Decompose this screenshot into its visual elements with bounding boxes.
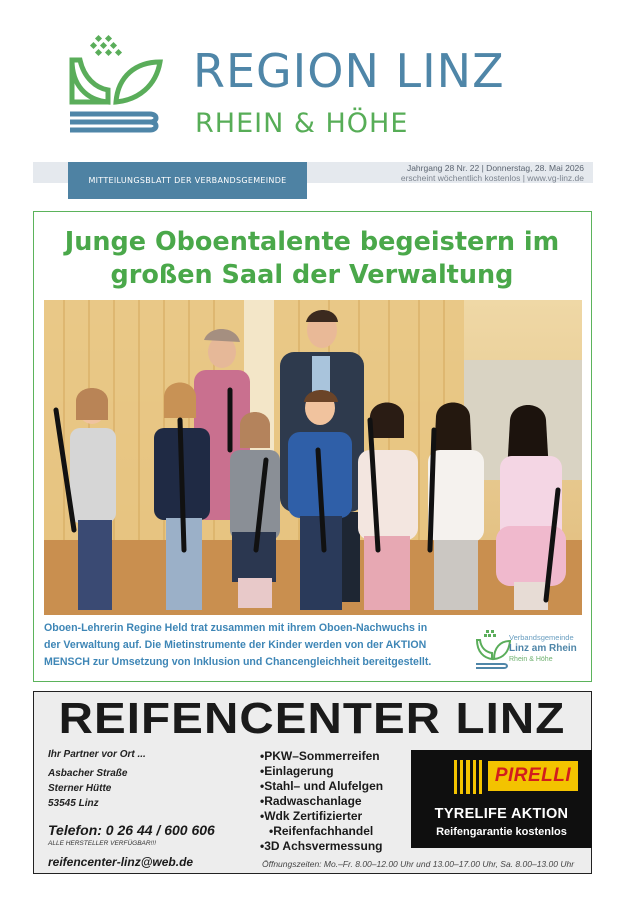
service-item-continuation — [260, 824, 383, 839]
promo-subtitle: Reifengarantie kostenlos — [436, 826, 567, 838]
service-continuation-text: Reifenfachhandel — [273, 824, 374, 838]
article-headline — [44, 226, 580, 292]
caption-line-1: Oboen-Lehrerin Regine Held trat zusammen mit ihrem Oboen-Nachwuchs in — [44, 622, 428, 634]
photo-caption — [44, 620, 454, 671]
ad-partner: Ihr Partner vor Ort ... — [48, 749, 146, 760]
headline-line-2: großen Saal der Verwaltung — [110, 260, 514, 290]
bulletin-label — [68, 162, 307, 199]
ad-contact — [48, 749, 146, 811]
region-linz-logo — [66, 30, 166, 140]
article-photo — [44, 300, 582, 615]
service-item: • Stahl– und Alufelgen — [260, 779, 383, 794]
headline-line-1: Junge Oboentalente begeistern im — [64, 227, 560, 257]
publish-line: erscheint wöchentlich kostenlos | www.vg-linz.de — [400, 173, 584, 183]
reifencenter-ad — [33, 691, 592, 874]
vg-line-1: Verbandsgemeinde — [509, 633, 574, 642]
ad-manufacturer-note: ALLE HERSTELLER VERFÜGBAR!!! — [48, 840, 157, 847]
masthead — [0, 0, 625, 185]
issue-info — [330, 163, 584, 183]
ad-title: REIFENCENTER LINZ — [58, 694, 566, 743]
ad-opening-hours: Öffnungszeiten: Mo.–Fr. 8.00–12.00 Uhr und 13.00–17.00 Uhr, Sa. 8.00–13.00 Uhr — [262, 859, 575, 869]
bulletin-label-text: MITTEILUNGSBLATT DER VERBANDSGEMEINDE — [88, 176, 287, 185]
service-item: • PKW–Sommerreifen — [260, 749, 383, 764]
service-item: • Einlagerung — [260, 764, 383, 779]
brand-title: REGION LINZ — [193, 44, 505, 98]
promo-title: TYRELIFE AKTION — [434, 806, 569, 822]
pirelli-promo — [411, 750, 592, 848]
pirelli-logo — [488, 761, 578, 791]
issue-line: Jahrgang 28 Nr. 22 | Donnerstag, 28. Mai 2026 — [406, 163, 584, 173]
service-item: • 3D Achsvermessung — [260, 839, 383, 854]
brand-subtitle: RHEIN & HÖHE — [195, 108, 409, 139]
vg-line-2: Linz am Rhein — [509, 643, 577, 654]
ad-address-street: Asbacher Straße — [48, 768, 128, 779]
caption-line-2: der Verwaltung auf. Die Mietinstrumente der Kinder werden von der AKTION — [44, 639, 427, 651]
ad-address-locality: Sterner Hütte — [48, 783, 112, 794]
ad-services — [260, 749, 383, 854]
service-item: • Wdk Zertifizierter — [260, 809, 383, 824]
pirelli-stripes-icon — [454, 760, 482, 794]
ad-phone: Telefon: 0 26 44 / 600 606 — [48, 822, 215, 838]
feature-article — [33, 211, 592, 682]
ad-email[interactable]: reifencenter-linz@web.de — [48, 855, 194, 869]
vg-line-3: Rhein & Höhe — [509, 656, 553, 663]
ad-address-city: 53545 Linz — [48, 798, 99, 809]
service-item: • Radwaschanlage — [260, 794, 383, 809]
verbandsgemeinde-text — [509, 633, 577, 665]
caption-line-3: MENSCH zur Umsetzung von Inklusion und Chancengleichheit bereitgestellt. — [44, 656, 432, 668]
pirelli-logo-text: PIRELLI — [494, 765, 572, 786]
